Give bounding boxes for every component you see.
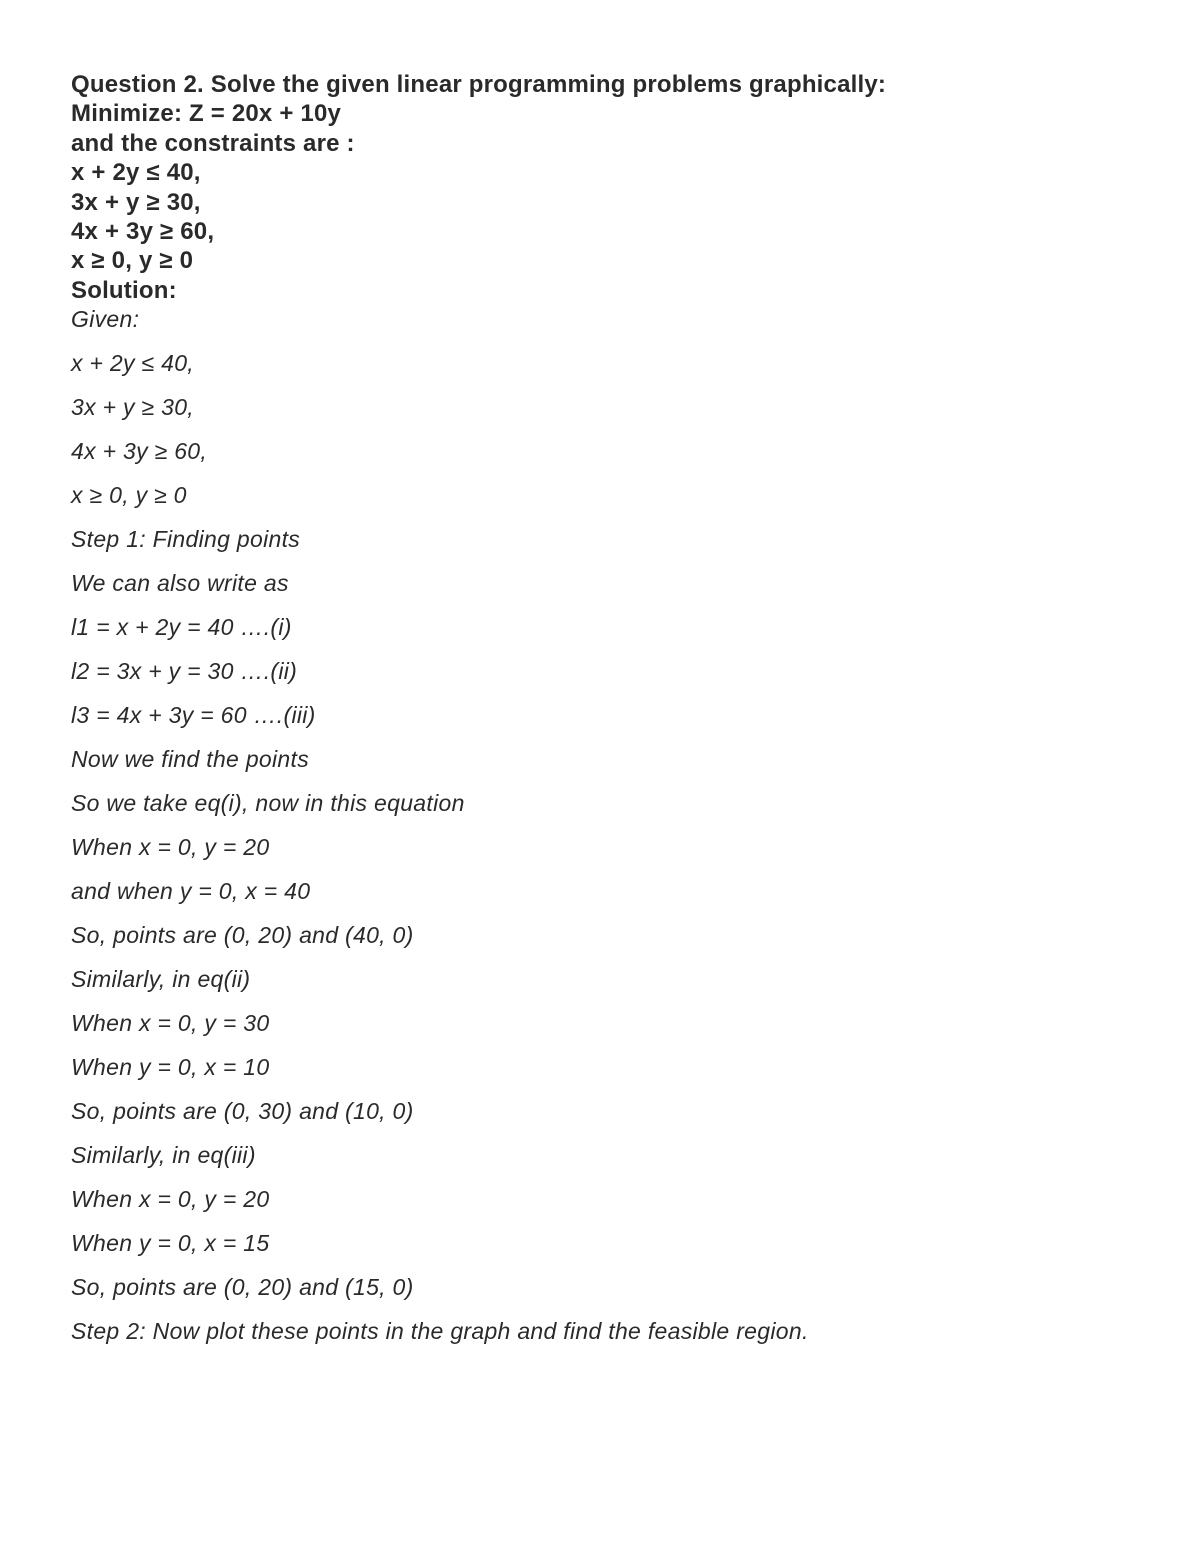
solution-line: So, points are (0, 30) and (10, 0) (71, 1098, 414, 1125)
solution-line: Now we find the points (71, 746, 310, 773)
objective-function: Minimize: Z = 20x + 10y (71, 100, 342, 128)
constraints-intro: and the constraints are : (71, 129, 355, 157)
solution-line: x ≥ 0, y ≥ 0 (71, 482, 187, 509)
solution-block (71, 305, 1151, 1345)
solution-line: So, points are (0, 20) and (15, 0) (71, 1274, 414, 1301)
solution-line: l2 = 3x + y = 30 ….(ii) (71, 658, 298, 685)
solution-line: Similarly, in eq(iii) (71, 1142, 256, 1169)
solution-line: We can also write as (71, 570, 289, 597)
solution-line: x + 2y ≤ 40, (71, 350, 194, 377)
solution-line: Step 2: Now plot these points in the graph and find the feasible region. (71, 1318, 809, 1345)
solution-line: 4x + 3y ≥ 60, (71, 438, 208, 465)
solution-line: So we take eq(i), now in this equation (71, 790, 465, 817)
solution-line: and when y = 0, x = 40 (71, 878, 311, 905)
solution-line: When y = 0, x = 10 (71, 1054, 270, 1081)
solution-line: Given: (71, 306, 140, 333)
question-title: Question 2. Solve the given linear programming problems graphically: (71, 71, 887, 98)
constraint-line: x ≥ 0, y ≥ 0 (71, 247, 194, 275)
solution-line: When y = 0, x = 15 (71, 1230, 270, 1257)
solution-line: Similarly, in eq(ii) (71, 966, 251, 993)
solution-line: l3 = 4x + 3y = 60 ….(iii) (71, 702, 316, 729)
solution-line: When x = 0, y = 20 (71, 834, 270, 861)
solution-line: So, points are (0, 20) and (40, 0) (71, 922, 414, 949)
document-page (71, 70, 1151, 1345)
solution-line: l1 = x + 2y = 40 ….(i) (71, 614, 292, 641)
question-block (71, 70, 1151, 305)
solution-heading: Solution: (71, 276, 177, 304)
constraint-line: 4x + 3y ≥ 60, (71, 217, 215, 245)
solution-line: 3x + y ≥ 30, (71, 394, 194, 421)
constraint-line: 3x + y ≥ 30, (71, 188, 201, 216)
constraint-line: x + 2y ≤ 40, (71, 159, 201, 187)
solution-line: When x = 0, y = 30 (71, 1010, 270, 1037)
solution-line: Step 1: Finding points (71, 526, 301, 553)
solution-line: When x = 0, y = 20 (71, 1186, 270, 1213)
